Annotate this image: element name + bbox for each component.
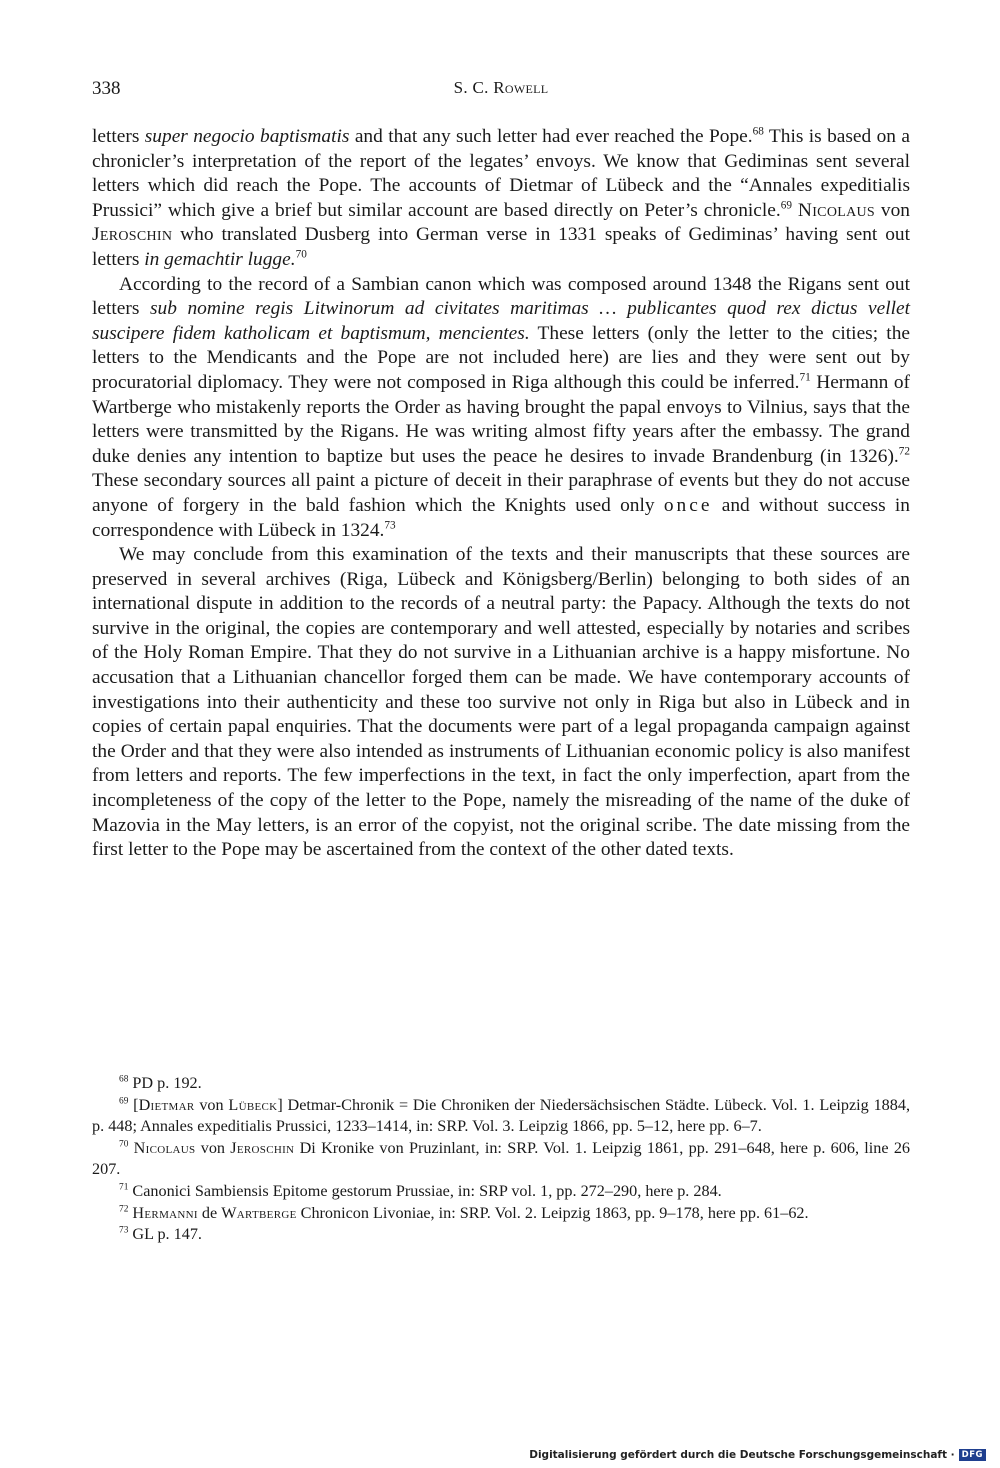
footnote-text: Di Kronike von Pruzinlant, in: SRP. Vol. 1. Leipzig 1861, pp. 291–648, here p. 606, line 26 207. — [92, 1138, 911, 1179]
text-run: These letters (only the letter to the cities; the letters to the Mendicants and the Pope are not included here) are lies and they were sent out by procuratorial diplomacy. They were not composed in Riga although this could be inferred. — [92, 322, 910, 393]
footnote-text: ] Detmar-Chronik = Die Chroniken der Niedersächsischen Städte. Lübeck. Vol. 1. Leipzig 1884, p. 448; Annales expeditialis Prussici, 1233–1414, in: SRP. Vol. 3. Leipzig 1866, pp. 5–12, here pp. 6–7. — [92, 1095, 910, 1136]
text-run: This is based on a chronicler’s interpretation of the report of the legates’ envoys. We know that Gediminas sent several letters which did reach the Pope. The accounts of Dietmar of Lübeck and the “Annales expeditialis Prussici” which give a brief but similar account are based directly on Peter’s chronicle. — [92, 126, 910, 221]
text-run: von — [875, 199, 911, 221]
footnote-70 — [92, 1138, 910, 1181]
footnote-text: von — [195, 1138, 231, 1157]
dfg-logo-icon: DFG — [959, 1449, 986, 1461]
author-name: Jeroschin — [230, 1138, 295, 1157]
footnote-ref-71[interactable]: 71 — [799, 371, 811, 384]
footnote-72 — [92, 1203, 910, 1225]
text-run: letters — [92, 126, 145, 147]
footnote-text: GL p. 147. — [128, 1225, 202, 1244]
paragraph-1 — [92, 125, 910, 273]
german-quote: in gemachtir lugge. — [144, 248, 296, 270]
footnote-number: 70 — [119, 1139, 129, 1150]
footnote-text: PD p. 192. — [128, 1074, 202, 1092]
footnote-number: 69 — [119, 1096, 129, 1107]
latin-quote: sub nomine regis Litwinorum ad civitates maritimas … publicantes quod rex dictus vellet suscipere fidem katholicam et baptismum, mencientes. — [92, 298, 910, 344]
author-name: Jeroschin — [92, 224, 173, 246]
footnote-text: von — [194, 1095, 229, 1114]
latin-quote: super negocio baptismatis — [144, 126, 350, 147]
footnote-71 — [92, 1181, 910, 1203]
footnote-number: 71 — [119, 1182, 129, 1193]
author-name: Nicolaus — [797, 199, 875, 221]
author-name: Nicolaus — [133, 1138, 196, 1157]
footnote-number: 72 — [119, 1204, 129, 1215]
author-name: Dietmar — [138, 1095, 195, 1114]
digitization-credit — [529, 1449, 986, 1461]
page-number: 338 — [92, 78, 121, 99]
page-header — [92, 78, 910, 106]
credit-text: Digitalisierung gefördert durch die Deutsche Forschungsgemeinschaft · — [529, 1449, 955, 1461]
emphasized-word: once — [663, 494, 713, 516]
text-run: and without success in correspondence with Lübeck in 1324. — [92, 494, 910, 541]
footnote-ref-69[interactable]: 69 — [780, 199, 792, 212]
author-name: Wartberge — [221, 1203, 297, 1222]
running-head: S. C. Rowell — [453, 78, 549, 97]
footnote-73 — [92, 1224, 910, 1246]
footnote-68 — [92, 1073, 910, 1095]
footnote-text: [ — [128, 1095, 139, 1114]
author-name: Lübeck — [228, 1095, 278, 1114]
text-run: and that any such letter had ever reached the Pope. — [349, 126, 753, 147]
footnote-number: 68 — [119, 1074, 129, 1085]
footnote-text: de — [197, 1203, 222, 1222]
footnote-ref-72[interactable]: 72 — [898, 445, 910, 458]
footnote-ref-73[interactable]: 73 — [384, 519, 396, 532]
text-run: According to the record of a Sambian canon which was composed around 1348 the Rigans sent out letters — [92, 273, 910, 320]
footnotes — [92, 1073, 910, 1246]
text-run: Hermann of Wartberge who mistakenly reports the Order as having brought the papal envoys to Vilnius, says that the letters were transmitted by the Rigans. He was writing almost fifty years after the embassy. The grand duke denies any intention to baptize but uses the peace he desires to invade Brandenburg (in 1326). — [92, 371, 911, 467]
footnote-69 — [92, 1095, 910, 1138]
footnote-text: Canonici Sambiensis Epitome gestorum Prussiae, in: SRP vol. 1, pp. 272–290, here p. 284. — [128, 1181, 722, 1200]
text-run: who translated Dusberg into German verse in 1331 speaks of Gediminas’ having sent out letters — [92, 224, 910, 270]
author-name: Hermanni — [132, 1203, 198, 1222]
footnote-number: 73 — [119, 1225, 129, 1236]
text-run: These secondary sources all paint a picture of deceit in their paraphrase of events but they do not accuse anyone of forgery in the bald fashion which the Knights used only — [92, 470, 910, 516]
footnote-ref-68[interactable]: 68 — [752, 125, 764, 138]
main-text — [92, 125, 910, 863]
paragraph-3: We may conclude from this examination of the texts and their manuscripts that these sources are preserved in several archives (Riga, Lübeck and Königsberg/Berlin) belonging to both sides of an international dispute in addition to the records of a neutral party: the Papacy. Although the texts do not survive in the original, the copies are contemporary and well attested, especially by notaries and scribes of the Holy Roman Empire. That they do not survive in a Lithuanian archive is a happy misfortune. No accusation that a Lithuanian chancellor forged them can be made. We have contemporary accounts of investigations into their authenticity and these too survive not only in Riga but also in Lübeck and in copies of certain papal enquiries. That the documents were part of a legal propaganda campaign against the Order and that they were also intended as instruments of Lithuanian economic policy is also manifest from letters and reports. The few imperfections in the text, in fact the only imperfection, apart from the incompleteness of the copy of the letter to the Pope, namely the misreading of the name of the duke of Mazovia in the May letters, is an error of the copyist, not the original scribe. The date missing from the first letter to the Pope may be ascertained from the context of the other dated texts. — [92, 544, 910, 861]
footnote-ref-70[interactable]: 70 — [295, 248, 307, 261]
paragraph-2 — [92, 273, 910, 544]
footnote-text: Chronicon Livoniae, in: SRP. Vol. 2. Leipzig 1863, pp. 9–178, here pp. 61–62. — [296, 1203, 809, 1222]
